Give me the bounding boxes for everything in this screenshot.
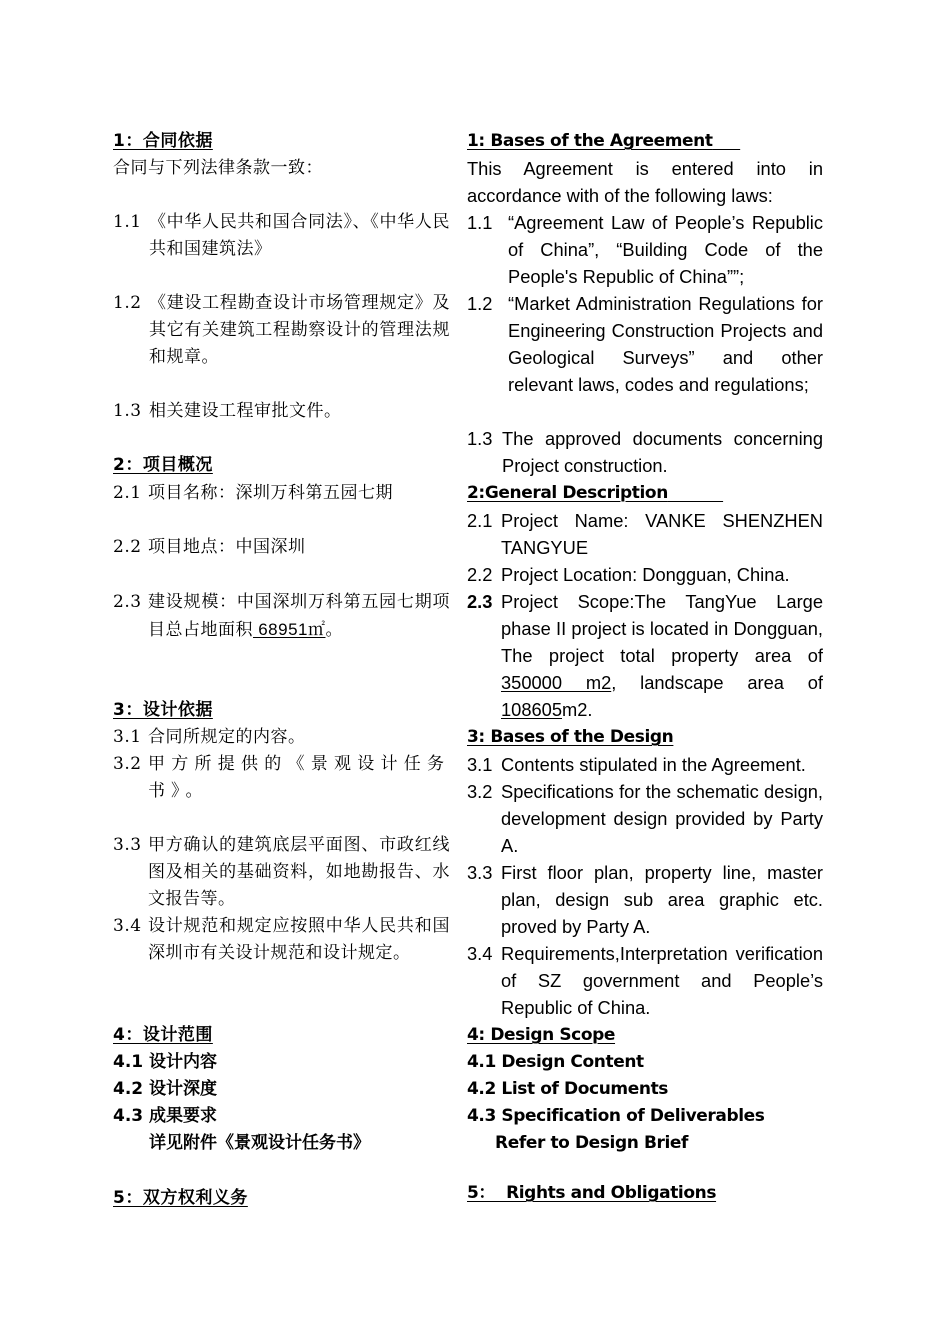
total-area-value: 68951㎡ — [253, 620, 326, 639]
clause-number: 3.1 — [113, 727, 142, 747]
section-4-title-cn: 4：设计范围 — [113, 1025, 213, 1045]
section-3-title-en: 3: Bases of the Design — [467, 727, 674, 747]
section-1-intro-cn: 合同与下列法律条款一致： — [113, 158, 323, 178]
clause-text: Project Location: Dongguan, China. — [501, 564, 790, 585]
section-5-title-en: 5： Rights and Obligations — [467, 1183, 717, 1203]
clause-1-2-en — [467, 290, 823, 398]
clause-2-2-en — [467, 561, 823, 588]
clause-text-end: 。 — [325, 620, 343, 640]
clause-text: 《中华人民共和国合同法》、《中华人民共和国建筑法》 — [149, 212, 450, 259]
item-4-1-en: 4.1 Design Content — [467, 1052, 644, 1072]
clause-text: 项目地点：中国深圳 — [148, 537, 306, 557]
section-4-title-en: 4: Design Scope — [467, 1025, 616, 1045]
clause-text-a: Project Scope:The TangYue Large phase II project is located in Dongguan, The project total property area of — [501, 591, 823, 666]
clause-1-3-en — [467, 425, 823, 479]
clause-1-1-cn — [113, 209, 450, 263]
clause-text: 项目名称：深圳万科第五园七期 — [148, 483, 393, 503]
clause-number: 2.2 — [113, 537, 142, 557]
property-area-value: 350000 m2 — [501, 672, 612, 693]
clause-number: 2.1 — [467, 510, 493, 531]
clause-text: Contents stipulated in the Agreement. — [501, 754, 806, 775]
clause-number: 3.3 — [467, 862, 493, 883]
clause-text — [148, 589, 450, 644]
clause-number: 3.4 — [113, 916, 142, 936]
clause-text: First floor plan, property line, master plan, design sub area graphic etc. proved by Party A. — [501, 862, 823, 937]
landscape-area-value: 108605 — [501, 699, 563, 720]
clause-number: 3.2 — [467, 781, 493, 802]
clause-3-1-en — [467, 751, 823, 778]
clause-text-body: 建设规模：中国深圳万科第五园七期项目总占地面积 — [148, 592, 450, 640]
item-4-2-en: 4.2 List of Documents — [467, 1079, 669, 1099]
clause-text: Specifications for the schematic design, development design provided by Party A. — [501, 781, 823, 856]
clause-1-2-cn — [113, 290, 450, 371]
clause-text — [501, 588, 823, 723]
clause-text: 设计规范和规定应按照中华人民共和国深圳市有关设计规范和设计规定。 — [148, 916, 450, 963]
clause-text: “Market Administration Regulations for Engineering Construction Projects and Geological Surveys” and other relevant laws, codes and regulations; — [508, 293, 823, 395]
clause-2-3-en — [467, 588, 823, 723]
clause-number: 3.4 — [467, 943, 493, 964]
design-brief-reference-cn: 详见附件《景观设计任务书》 — [149, 1133, 370, 1153]
clause-number: 1.2 — [113, 293, 142, 313]
clause-number: 2.3 — [467, 591, 493, 612]
clause-number: 2.2 — [467, 564, 493, 585]
section-title-text: 1: Bases of the Agreement — [467, 131, 713, 151]
clause-text: 合同所规定的内容。 — [148, 727, 306, 747]
section-1-title-cn: 1：合同依据 — [113, 131, 213, 151]
clause-text-b: , landscape area of — [611, 672, 823, 693]
item-4-1-cn: 4.1 设计内容 — [113, 1052, 218, 1072]
clause-text: Requirements,Interpretation verification of SZ government and People’s Republic of China. — [501, 943, 823, 1018]
clause-2-2-cn — [113, 534, 450, 561]
section-2-title-cn: 2：项目概况 — [113, 455, 213, 475]
clause-3-3-cn — [113, 832, 450, 913]
item-4-3-en: 4.3 Specification of Deliverables — [467, 1106, 765, 1126]
clause-number: 2.3 — [113, 592, 142, 612]
clause-1-3-cn — [113, 398, 450, 425]
clause-number: 3.2 — [113, 754, 142, 774]
item-4-2-cn: 4.2 设计深度 — [113, 1079, 218, 1099]
clause-3-4-cn — [113, 913, 450, 967]
clause-text: Project Name: VANKE SHENZHEN TANGYUE — [501, 510, 823, 558]
clause-text: The approved documents concerning Project construction. — [502, 428, 823, 476]
clause-2-1-cn — [113, 480, 450, 507]
item-4-3-cn: 4.3 成果要求 — [113, 1106, 218, 1126]
design-brief-reference-en: Refer to Design Brief — [495, 1133, 689, 1153]
clause-1-1-en — [467, 209, 823, 290]
clause-text: “Agreement Law of People’s Republic of China”, “Building Code of the People's Republic of China””; — [508, 212, 823, 287]
section-title-text: 2:General Description — [467, 483, 668, 503]
section-1-intro-en: This Agreement is entered into in accordance with of the following laws: — [467, 158, 823, 206]
clause-number: 1.1 — [467, 212, 493, 233]
section-3-title-cn: 3：设计依据 — [113, 700, 213, 720]
clause-2-3-cn — [113, 589, 450, 644]
clause-3-3-en — [467, 859, 823, 940]
clause-number: 1.1 — [113, 212, 142, 232]
clause-text: 甲方所提供的《景观设计任务书》。 — [148, 754, 450, 801]
clause-text: 《建设工程勘查设计市场管理规定》及其它有关建筑工程勘察设计的管理法规和规章。 — [149, 293, 450, 367]
clause-3-4-en — [467, 940, 823, 1021]
clause-text: 甲方确认的建筑底层平面图、市政红线图及相关的基础资料，如地勘报告、水文报告等。 — [148, 835, 450, 909]
clause-number: 3.3 — [113, 835, 142, 855]
clause-number: 1.3 — [467, 428, 493, 449]
clause-3-1-cn — [113, 724, 450, 751]
clause-number: 1.2 — [467, 293, 493, 314]
clause-text-c: m2. — [562, 699, 593, 720]
clause-number: 1.3 — [113, 401, 142, 421]
clause-number: 3.1 — [467, 754, 493, 775]
section-1-title-en — [467, 128, 740, 155]
section-2-title-en — [467, 480, 723, 507]
clause-text: 相关建设工程审批文件。 — [149, 401, 342, 421]
clause-2-1-en — [467, 507, 823, 561]
clause-number: 2.1 — [113, 483, 142, 503]
clause-3-2-en — [467, 778, 823, 859]
section-5-title-cn: 5：双方权利义务 — [113, 1188, 248, 1208]
clause-3-2-cn — [113, 751, 450, 805]
